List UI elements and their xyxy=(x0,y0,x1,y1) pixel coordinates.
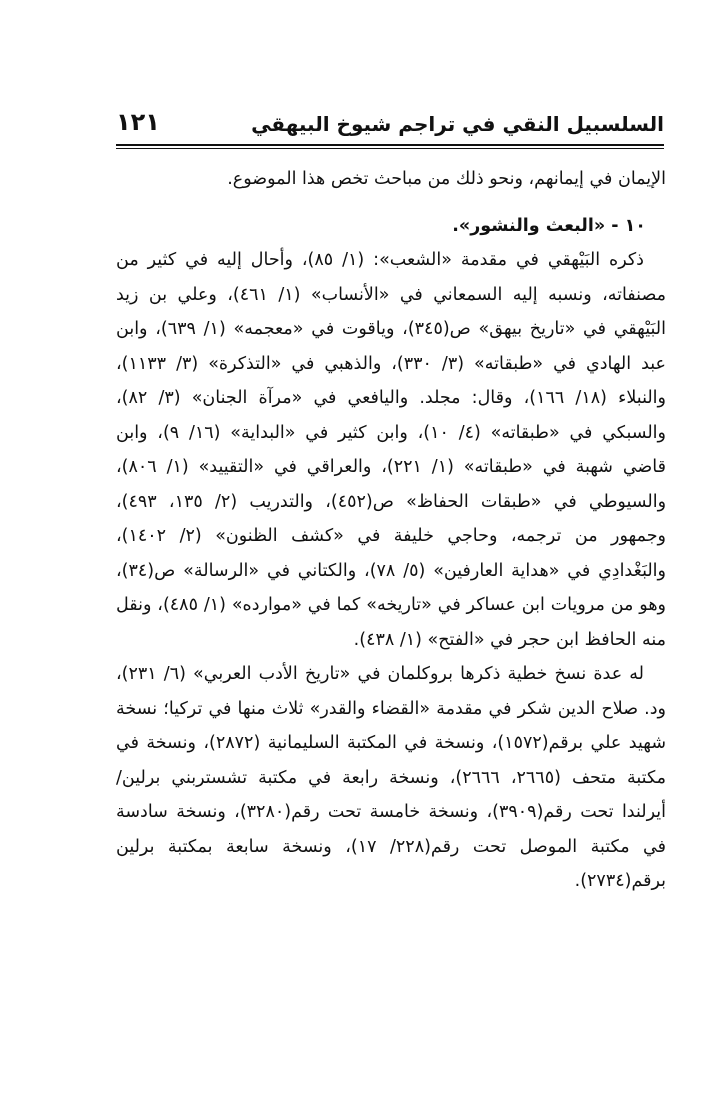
page-header xyxy=(116,104,664,142)
paragraph-manuscripts: له عدة نسخ خطية ذكرها بروكلمان في «تاريخ الأدب العربي» (٦/ ٢٣١)، ود. صلاح الدين شكر في مقدمة «القضاء والقدر» ثلاث منها في تركيا؛ نسخة شهيد علي برقم(١٥٧٢)، ونسخة في المكتبة السليمانية (٢٨٧٢)، ونسخة في مكتبة متحف (٢٦٦٥، ٢٦٦٦)، ونسخة رابعة في مكتبة تشستربني برلين/ أيرلندا تحت رقم(٣٩٠٩)، ونسخة خامسة تحت رقم(٣٢٨٠)، ونسخة سادسة في مكتبة الموصل تحت رقم(٢٢٨/ ١٧)، ونسخة سابعة بمكتبة برلين برقم(٢٧٣٤). xyxy=(116,664,667,891)
section-heading: ١٠ - «البعث والنشور». xyxy=(452,215,646,236)
paragraph-references: ذكره البَيْهقي في مقدمة «الشعب»: (١/ ٨٥)، وأحال إليه في كثير من مصنفاته، ونسبه إليه السمعاني في «الأنساب» (١/ ٤٦١)، وعلي بن زيد البَيْهقي في «تاريخ بيهق» ص(٣٤٥)، وياقوت في «معجمه» (١/ ٦٣٩)، وابن عبد الهادي في «طبقاته» (٣/ ٣٣٠)، والذهبي في «التذكرة» (٣/ ١١٣٣)، والنبلاء (١٨/ ١٦٦)، وقال: مجلد. واليافعي في «مرآة الجنان» (٣/ ٨٢)، والسبكي في «طبقاته» (٤/ ١٠)، وابن كثير في «البداية» (١٦/ ٩)، وابن قاضي شهبة في «طبقاته» (١/ ٢٢١)، والعراقي في «التقييد» (١/ ٨٠٦)، والسيوطي في «طبقات الحفاظ» ص(٤٥٢)، والتدريب (٢/ ١٣٥، ٤٩٣)، وجمهور من ترجمه، وحاجي خليفة في «كشف الظنون» (٢/ ١٤٠٢)، والبَغْدادِي في «هداية العارفين» (٥/ ٧٨)، والكتاني في «الرسالة» ص(٣٤)، وهو من مرويات ابن عساكر في «تاريخه» كما في «موارده» (١/ ٤٨٥)، ونقل منه الحافظ ابن حجر في «الفتح» (١/ ٤٣٨). xyxy=(116,250,667,650)
paragraph-gap xyxy=(116,197,666,209)
intro-line: الإيمان في إيمانهم، ونحو ذلك من مباحث تخص هذا الموضوع. xyxy=(227,169,666,189)
page-body xyxy=(116,162,666,899)
header-rule xyxy=(116,144,664,146)
running-title: السلسبيل النقي في تراجم شيوخ البيهقي xyxy=(251,112,664,136)
header-rule-thin xyxy=(116,148,664,149)
page-number: ١٢١ xyxy=(116,108,160,136)
